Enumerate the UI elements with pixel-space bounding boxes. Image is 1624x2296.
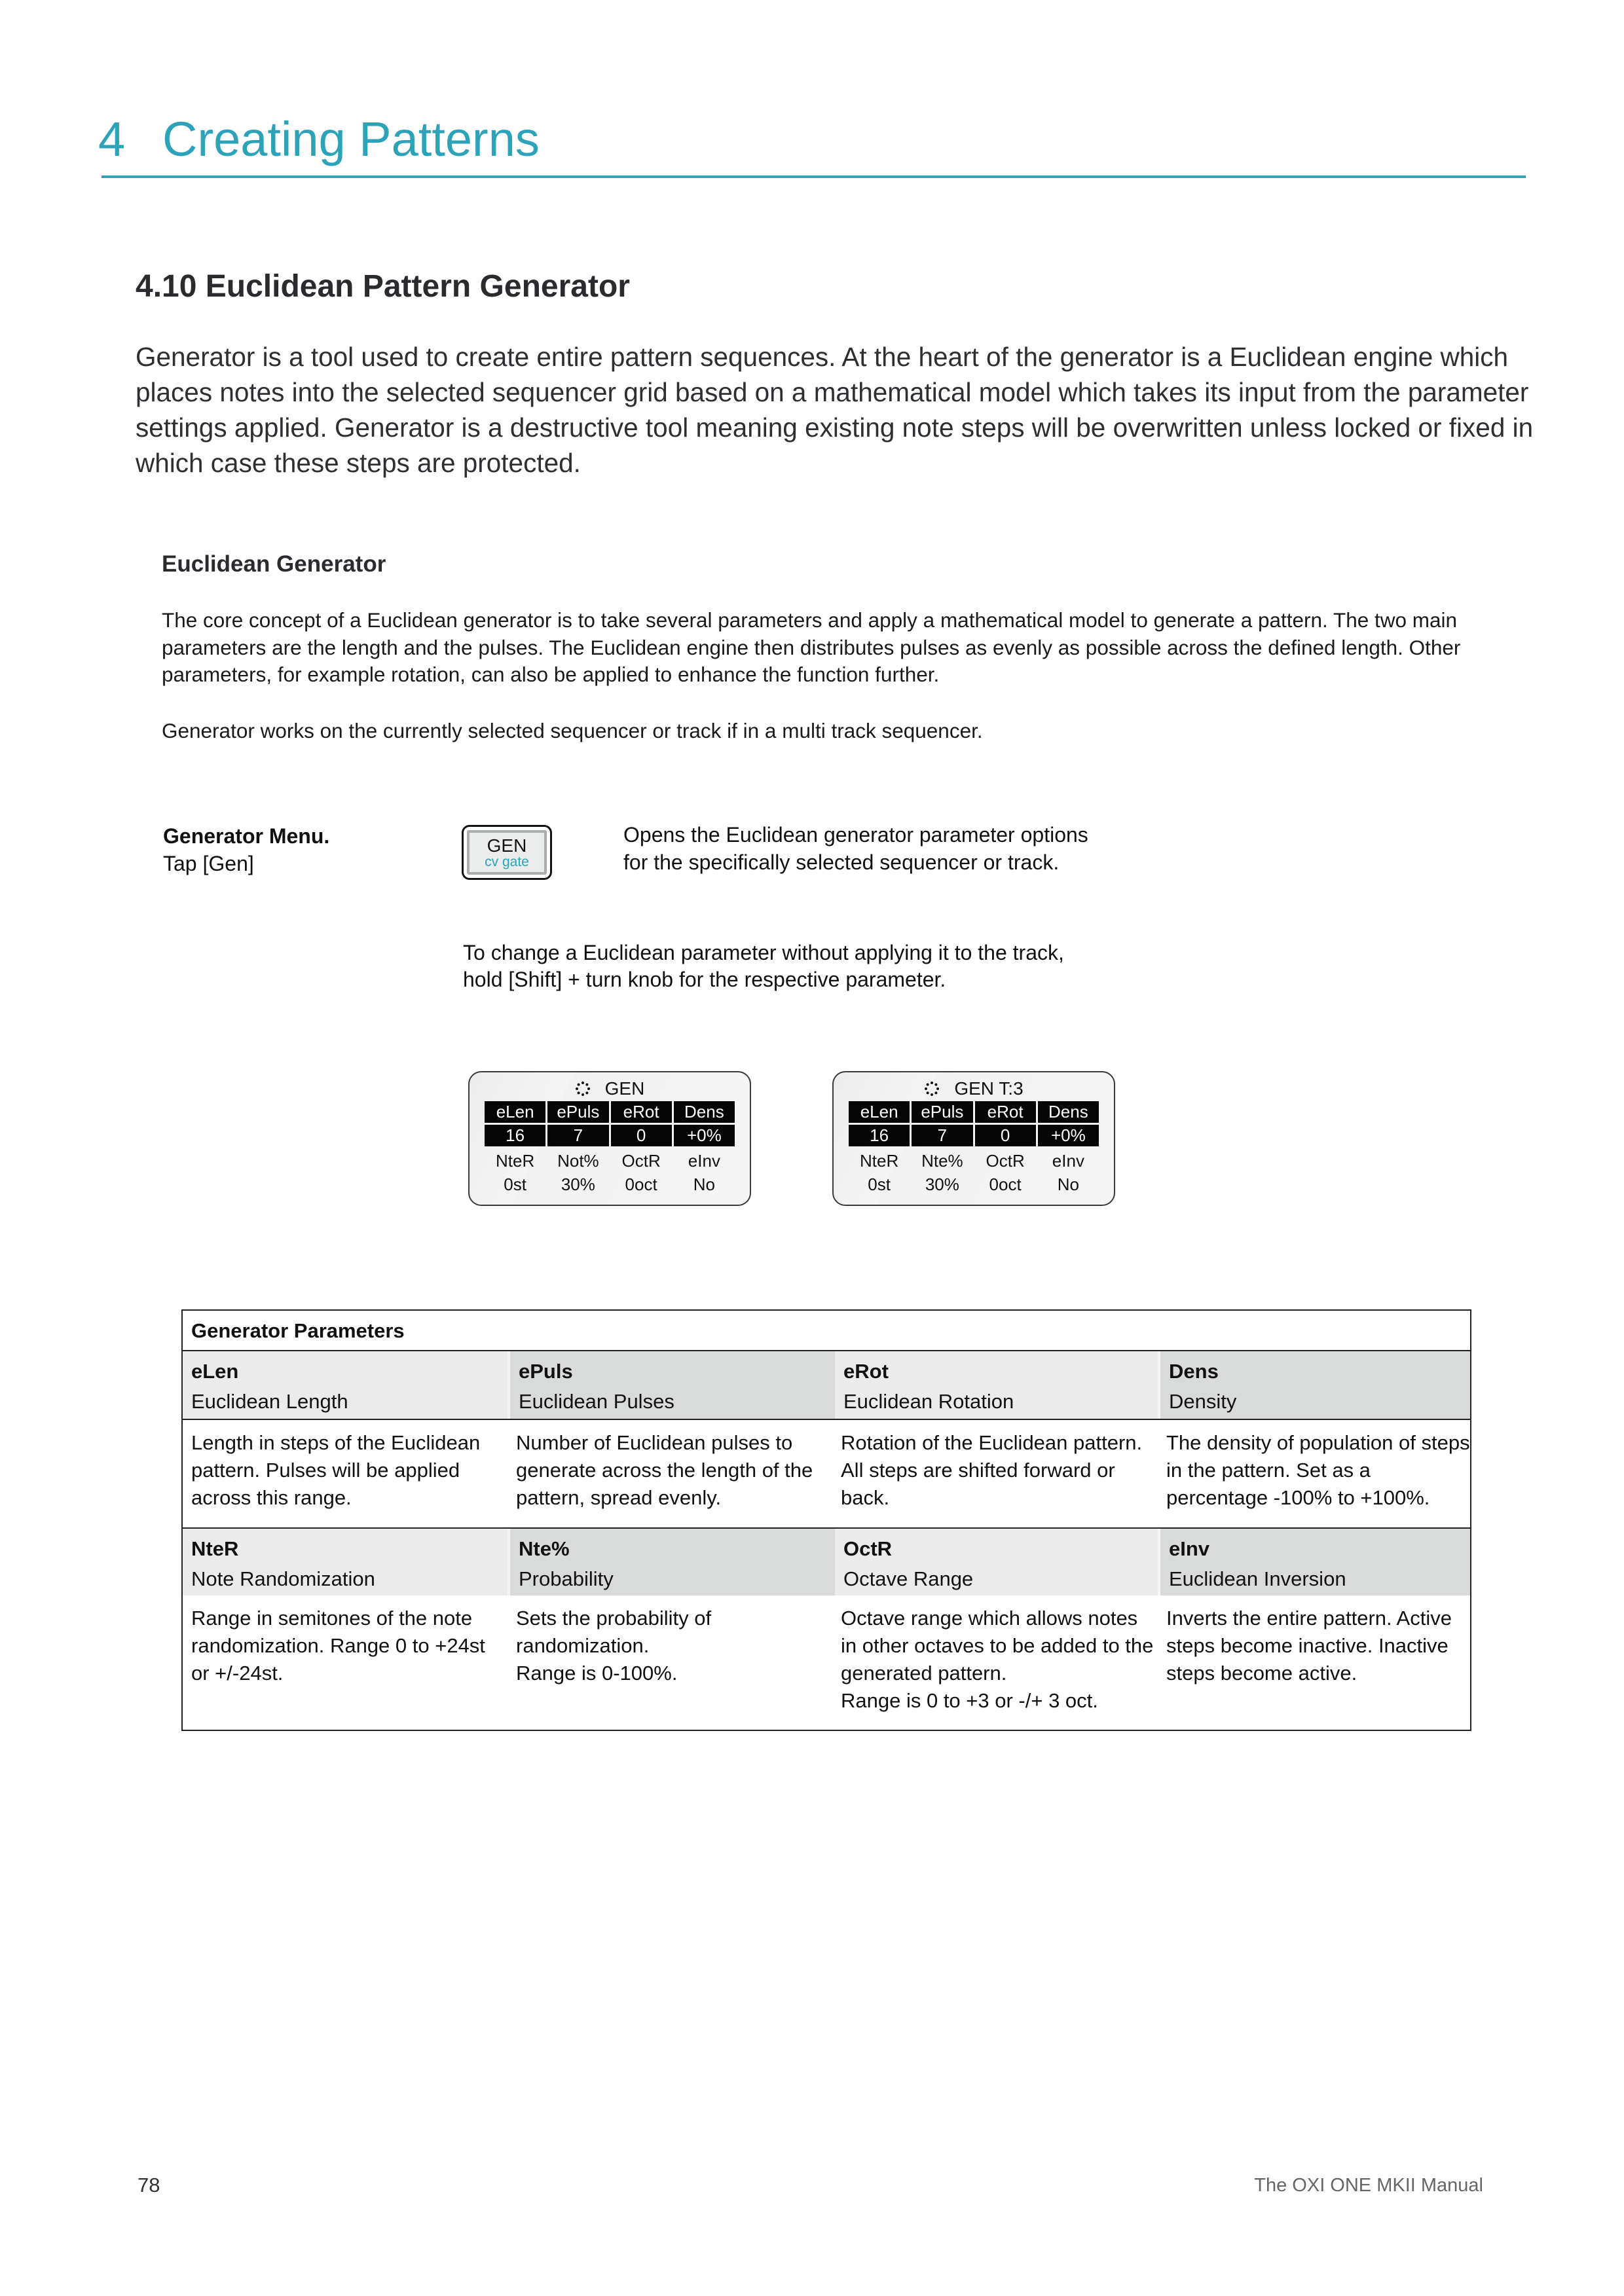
gen-button-face (467, 830, 547, 875)
generator-menu-action: Tap [Gen] (163, 852, 254, 875)
description-line: Range is 0-100%. (516, 1662, 678, 1685)
param-abbr: eInv (1169, 1537, 1210, 1560)
table-header-row (183, 1351, 1470, 1420)
param-value: 0 (975, 1125, 1036, 1146)
param-label-value-row (849, 1173, 1099, 1195)
description-line: Opens the Euclidean generator parameter options (623, 823, 1088, 847)
param-name: Octave Range (843, 1567, 974, 1590)
param-abbr: eRot (843, 1360, 889, 1383)
param-label: Nte% (921, 1151, 963, 1171)
param-value: 16 (485, 1125, 545, 1146)
table-header-cell (832, 1529, 1158, 1595)
param-abbr: Dens (1169, 1360, 1219, 1383)
table-header-cell (507, 1529, 832, 1595)
description-line: Octave range which allows notes in other octaves to be added to the generated pattern. (841, 1607, 1154, 1685)
screen-header (834, 1078, 1114, 1100)
param-label-value: 30% (561, 1175, 595, 1194)
generator-scope-note: Generator works on the currently selected sequencer or track if in a multi track sequencer. (162, 719, 983, 742)
euclidean-generator-description: The core concept of a Euclidean generator is to take several parameters and apply a mathematical model to generate a pattern. The two main parameters are the length and the pulses. The Euclidean engine then distributes pulses as evenly as possible across the defined length. Other parameters, for example rotation, can also be applied to enhance the function further. (162, 608, 1461, 686)
euclidean-generator-heading: Euclidean Generator (162, 551, 386, 577)
oled-screen-gen (468, 1071, 751, 1206)
generator-menu-description (623, 821, 1088, 876)
param-name: Note Randomization (191, 1567, 375, 1590)
shift-knob-note (463, 939, 1064, 993)
param-header-row (849, 1101, 1099, 1123)
gen-button[interactable] (462, 825, 552, 880)
param-label-value-row (485, 1173, 735, 1195)
param-label-value: No (1057, 1175, 1079, 1194)
param-header: eRot (611, 1101, 672, 1123)
param-header: Dens (1038, 1101, 1099, 1123)
param-description: Number of Euclidean pulses to generate across the length of the pattern, spread evenly. (516, 1431, 813, 1509)
dotted-circle-icon (924, 1081, 940, 1097)
chapter-number: 4 (98, 112, 126, 166)
param-label: eInv (688, 1151, 720, 1171)
param-value: 16 (849, 1125, 910, 1146)
note-line: To change a Euclidean parameter without applying it to the track, (463, 941, 1064, 964)
param-label-row (485, 1150, 735, 1172)
param-name: Euclidean Length (191, 1390, 348, 1413)
section-intro: Generator is a tool used to create entire pattern sequences. At the heart of the generator is a Euclidean engine which places notes into the selected sequencer grid based on a mathematical model which takes its input from the parameter settings applied. Generator is a destructive tool meaning existing note steps will be overwritten unless locked or fixed in which case these steps are protected. (136, 342, 1534, 478)
screen-header (470, 1078, 750, 1100)
section-title: 4.10 Euclidean Pattern Generator (136, 269, 630, 304)
param-name: Euclidean Rotation (843, 1390, 1014, 1413)
param-label-value: 0st (504, 1175, 526, 1194)
param-value: 0 (611, 1125, 672, 1146)
gen-button-label: GEN (487, 835, 527, 856)
table-header-cell (832, 1351, 1158, 1419)
param-label-value: No (693, 1175, 715, 1194)
param-label: eInv (1052, 1151, 1084, 1171)
param-header-row (485, 1101, 735, 1123)
table-header-row (183, 1529, 1470, 1595)
note-line: hold [Shift] + turn knob for the respective parameter. (463, 968, 946, 991)
param-name: Density (1169, 1390, 1237, 1413)
param-label-value: 0oct (625, 1175, 657, 1194)
chapter-title: Creating Patterns (162, 112, 540, 166)
table-title: Generator Parameters (183, 1311, 1470, 1351)
param-description: The density of population of steps in the pattern. Set as a percentage -100% to +100%. (1166, 1431, 1470, 1509)
param-label: OctR (621, 1151, 661, 1171)
table-header-cell (507, 1351, 832, 1419)
param-label: NteR (496, 1151, 535, 1171)
screen-title: GEN T:3 (954, 1078, 1024, 1099)
description-line: Sets the probability of randomization. (516, 1607, 712, 1657)
param-abbr: ePuls (519, 1360, 573, 1383)
page-number: 78 (138, 2174, 160, 2196)
generator-menu-title: Generator Menu. (163, 824, 330, 848)
manual-title: The OXI ONE MKII Manual (1254, 2175, 1483, 2196)
param-header: Dens (674, 1101, 735, 1123)
table-description-row (183, 1420, 1470, 1529)
chapter-divider (101, 175, 1526, 178)
param-value: 7 (547, 1125, 608, 1146)
table-header-cell (183, 1351, 507, 1419)
description-line: Range is 0 to +3 or -/+ 3 oct. (841, 1689, 1098, 1712)
gen-button-sublabel: cv gate (485, 854, 529, 869)
param-value-row (485, 1125, 735, 1146)
param-abbr: Nte% (519, 1537, 570, 1560)
param-description: Rotation of the Euclidean pattern. All steps are shifted forward or back. (841, 1431, 1143, 1509)
param-value: +0% (674, 1125, 735, 1146)
oled-screen-gen-track (832, 1071, 1115, 1206)
param-header: eLen (849, 1101, 910, 1123)
param-name: Probability (519, 1567, 614, 1590)
param-description (832, 1595, 1158, 1730)
param-description: Length in steps of the Euclidean pattern. Pulses will be applied across this range. (191, 1431, 481, 1509)
param-header: ePuls (547, 1101, 608, 1123)
generator-parameters-table (181, 1309, 1471, 1731)
table-header-cell (1158, 1351, 1470, 1419)
param-label-row (849, 1150, 1099, 1172)
param-abbr: OctR (843, 1537, 893, 1560)
param-value: +0% (1038, 1125, 1099, 1146)
dotted-circle-icon (575, 1081, 591, 1097)
param-description: Range in semitones of the note randomization. Range 0 to +24st or +/-24st. (191, 1607, 485, 1685)
param-header: eLen (485, 1101, 545, 1123)
param-value-row (849, 1125, 1099, 1146)
screen-title: GEN (604, 1078, 645, 1099)
param-description: Inverts the entire pattern. Active steps become inactive. Inactive steps become active. (1166, 1607, 1452, 1685)
table-description-row (183, 1595, 1470, 1730)
param-header: ePuls (912, 1101, 972, 1123)
param-abbr: NteR (191, 1537, 239, 1560)
table-header-cell (183, 1529, 507, 1595)
param-name: Euclidean Inversion (1169, 1567, 1346, 1590)
param-label: OctR (986, 1151, 1025, 1171)
param-abbr: eLen (191, 1360, 239, 1383)
param-label-value: 0st (868, 1175, 891, 1194)
table-header-cell (1158, 1529, 1470, 1595)
description-line: for the specifically selected sequencer or track. (623, 850, 1060, 874)
param-label: NteR (860, 1151, 899, 1171)
param-description (507, 1595, 832, 1730)
param-label-value: 30% (925, 1175, 959, 1194)
param-value: 7 (912, 1125, 972, 1146)
param-label-value: 0oct (989, 1175, 1022, 1194)
param-label: Not% (557, 1151, 599, 1171)
generator-menu-label (163, 822, 329, 877)
param-name: Euclidean Pulses (519, 1390, 674, 1413)
param-header: eRot (975, 1101, 1036, 1123)
